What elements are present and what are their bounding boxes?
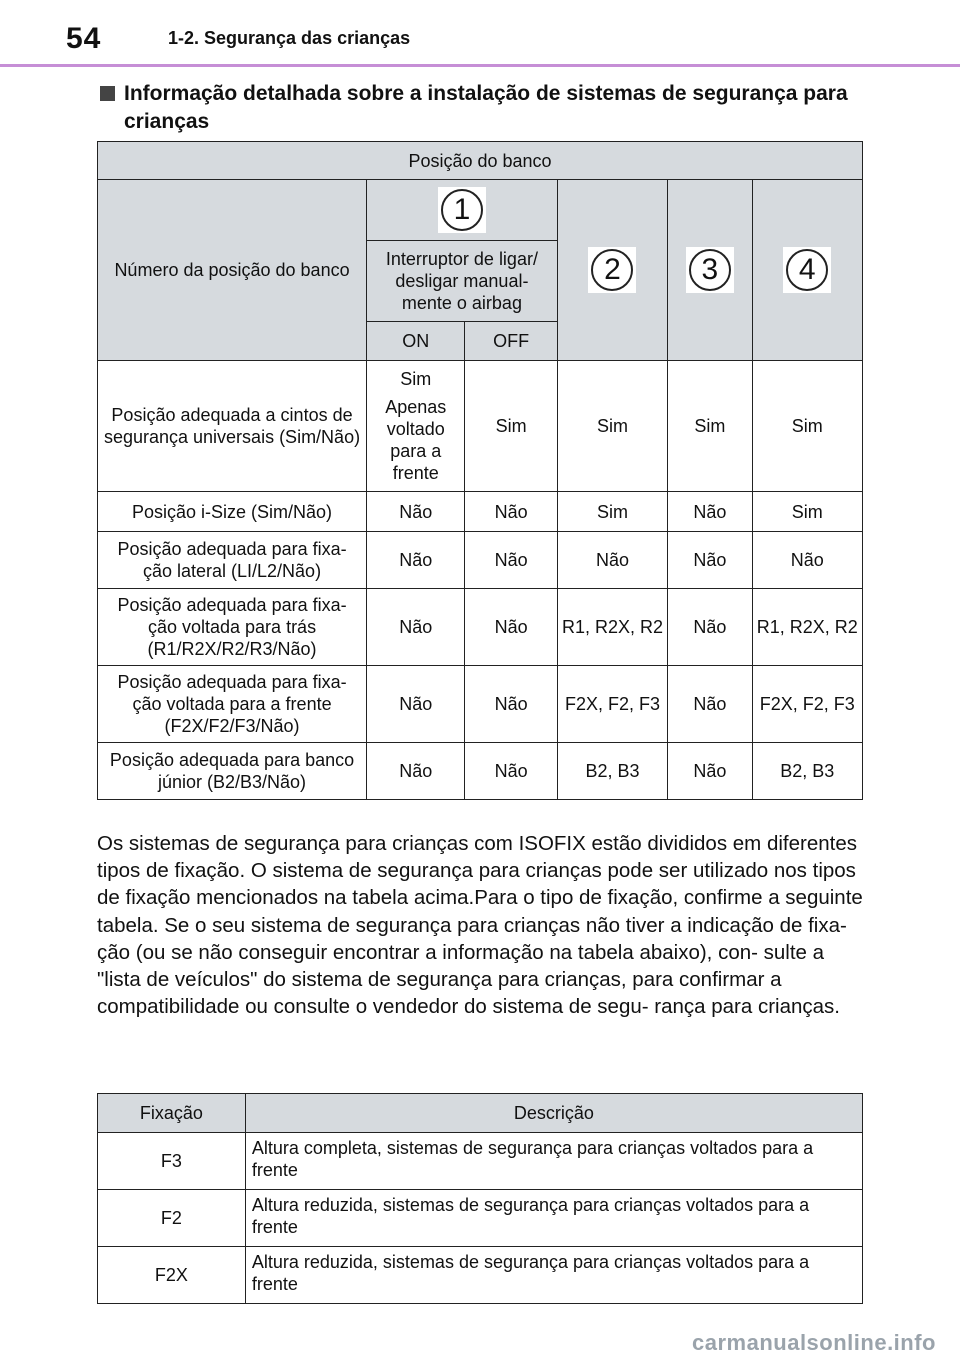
subheading <box>100 80 860 136</box>
seat-4-header <box>752 180 862 361</box>
cell-on: Não <box>367 666 465 743</box>
cell-seat-2: R1, R2X, R2 <box>557 589 667 666</box>
cell-seat-4: F2X, F2, F3 <box>752 666 862 743</box>
row-label: Posição adequada a cintos de segurança universais (Sim/Não) <box>98 361 367 492</box>
cell-on: Não <box>367 532 465 589</box>
table-row <box>98 589 863 666</box>
table-row <box>98 492 863 532</box>
cell-on: Não <box>367 589 465 666</box>
fixation-code: F2X <box>98 1247 246 1304</box>
cell-seat-4: Sim <box>752 361 862 492</box>
row-label: Posição adequada para fixa- ção voltada para a frente (F2X/F2/F3/Não) <box>98 666 367 743</box>
off-label: OFF <box>465 322 557 361</box>
page-header <box>0 0 960 66</box>
row-label: Posição i-Size (Sim/Não) <box>98 492 367 532</box>
table-row <box>98 1190 863 1247</box>
seat-3-icon: 3 <box>689 249 731 291</box>
fixation-code: F2 <box>98 1190 246 1247</box>
cell-seat-4: Sim <box>752 492 862 532</box>
cell-on-bottom: Apenas voltado para a frente <box>385 397 447 483</box>
seat-2-header <box>557 180 667 361</box>
cell-seat-2: Sim <box>557 492 667 532</box>
table-row <box>98 743 863 800</box>
seat-4-icon: 4 <box>786 249 828 291</box>
table-row <box>98 532 863 589</box>
table-row <box>98 1133 863 1190</box>
cell-seat-2: B2, B3 <box>557 743 667 800</box>
cell-off: Não <box>465 492 557 532</box>
seat-1-header <box>367 180 558 241</box>
cell-seat-4: Não <box>752 532 862 589</box>
cell-off: Não <box>465 589 557 666</box>
cell-off: Não <box>465 532 557 589</box>
fixation-code: F3 <box>98 1133 246 1190</box>
fixation-header: Fixação <box>98 1094 246 1133</box>
cell-seat-3: Não <box>668 743 752 800</box>
cell-seat-3: Não <box>668 589 752 666</box>
fixation-description: Altura reduzida, sistemas de segurança para crianças voltados para a frente <box>245 1247 862 1304</box>
fixation-table <box>97 1093 863 1304</box>
seat-3-header <box>668 180 752 361</box>
cell-seat-2: F2X, F2, F3 <box>557 666 667 743</box>
cell-seat-3: Não <box>668 492 752 532</box>
seat-1-icon: 1 <box>441 189 483 231</box>
bullet-square-icon <box>100 86 115 101</box>
page-number: 54 <box>66 22 102 55</box>
watermark: carmanualsonline.info <box>692 1330 936 1355</box>
row-label: Posição adequada para fixa- ção lateral (LI/L2/Não) <box>98 532 367 589</box>
row-label: Posição adequada para fixa- ção voltada para trás (R1/R2X/R2/R3/Não) <box>98 589 367 666</box>
cell-on <box>367 361 465 492</box>
header-divider <box>0 64 960 67</box>
cell-seat-3: Não <box>668 532 752 589</box>
fixation-description: Altura completa, sistemas de segurança para crianças voltados para a frente <box>245 1133 862 1190</box>
airbag-switch-label: Interruptor de ligar/ desligar manual- mente o airbag <box>367 241 558 322</box>
table-row <box>98 361 863 492</box>
seat-2-icon: 2 <box>591 249 633 291</box>
cell-seat-2: Sim <box>557 361 667 492</box>
cell-seat-4: B2, B3 <box>752 743 862 800</box>
seat-number-label: Número da posição do banco <box>98 180 367 361</box>
cell-off: Sim <box>465 361 557 492</box>
cell-on-top: Sim <box>400 369 432 389</box>
section-title: 1-2. Segurança das crianças <box>168 28 411 48</box>
table-row <box>98 1247 863 1304</box>
subheading-text: Informação detalhada sobre a instalação de sistemas de segurança para crianças <box>124 82 848 133</box>
seat-position-table <box>97 141 863 800</box>
cell-on: Não <box>367 492 465 532</box>
cell-on: Não <box>367 743 465 800</box>
cell-seat-3: Sim <box>668 361 752 492</box>
row-label: Posição adequada para banco júnior (B2/B3/Não) <box>98 743 367 800</box>
cell-seat-3: Não <box>668 666 752 743</box>
fixation-description: Altura reduzida, sistemas de segurança para crianças voltados para a frente <box>245 1190 862 1247</box>
on-label: ON <box>367 322 465 361</box>
cell-off: Não <box>465 743 557 800</box>
table-title: Posição do banco <box>98 142 863 180</box>
table-row <box>98 666 863 743</box>
description-header: Descrição <box>245 1094 862 1133</box>
cell-off: Não <box>465 666 557 743</box>
cell-seat-2: Não <box>557 532 667 589</box>
body-paragraph: Os sistemas de segurança para crianças com ISOFIX estão divididos em diferentes tipos de fixação. O sistema de segurança para crianças pode ser utilizado nos tipos de fixação mencionados na tabela acima.Para o tipo de fixação, confirme a seguinte tabela. Se o seu sistema de segurança para crianças não tiver a indicação de fixa- ção (ou se não conseguir encontrar a informação na tabela abaixo), con- sulte a "lista de veículos" do sistema de segurança para crianças, para confirmar a compatibilidade ou consulte o vendedor do sistema de segu- rança para crianças. <box>97 832 863 1019</box>
cell-seat-4: R1, R2X, R2 <box>752 589 862 666</box>
